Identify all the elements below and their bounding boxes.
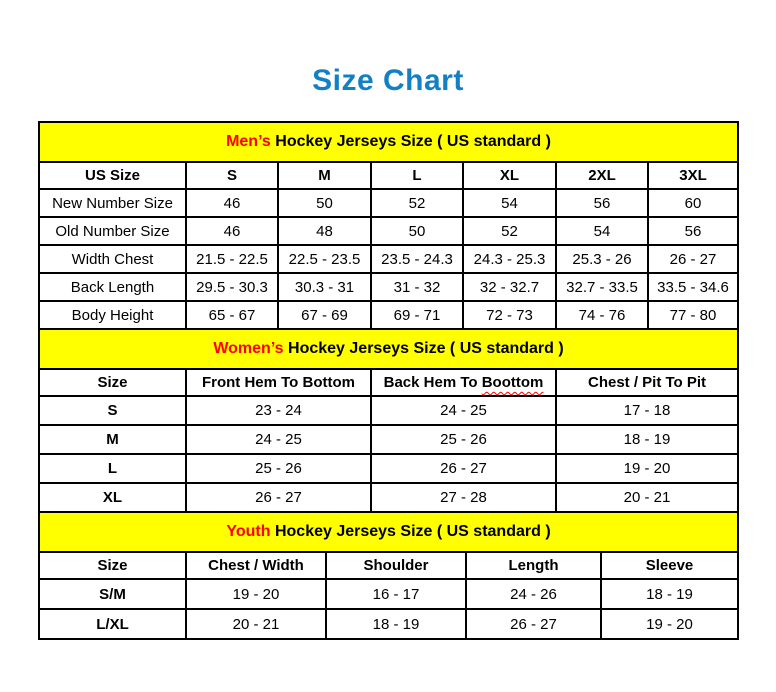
womens-header-row (39, 369, 738, 396)
youth-table-banner-row (39, 512, 738, 552)
cell: 32 - 32.7 (463, 273, 556, 301)
cell: 69 - 71 (371, 301, 463, 329)
table-row (39, 217, 738, 245)
womens-banner-highlight: Women’s (213, 340, 284, 357)
mens-header-row (39, 162, 738, 189)
table-row (39, 301, 738, 329)
cell: 23 - 24 (186, 396, 371, 425)
row-label: New Number Size (39, 189, 186, 217)
mens-banner-highlight: Men’s (226, 133, 271, 150)
column-header: Length (466, 552, 601, 579)
column-header: Size (39, 369, 186, 396)
mens-table-banner (39, 122, 738, 162)
cell: 56 (648, 217, 738, 245)
youth-banner-highlight: Youth (226, 523, 271, 540)
table-row (39, 483, 738, 512)
column-header: Shoulder (326, 552, 466, 579)
womens-table-banner (39, 329, 738, 369)
row-label: S/M (39, 579, 186, 609)
cell: 18 - 19 (326, 609, 466, 639)
cell: 50 (371, 217, 463, 245)
row-label: XL (39, 483, 186, 512)
table-row (39, 189, 738, 217)
table-row (39, 245, 738, 273)
youth-header-row (39, 552, 738, 579)
youth-banner-text: Hockey Jerseys Size ( US standard ) (270, 523, 551, 540)
cell: 30.3 - 31 (278, 273, 371, 301)
column-header: XL (463, 162, 556, 189)
column-header: Chest / Pit To Pit (556, 369, 738, 396)
womens-table-banner-row (39, 329, 738, 369)
column-header: M (278, 162, 371, 189)
column-header: Chest / Width (186, 552, 326, 579)
cell: 25.3 - 26 (556, 245, 648, 273)
cell: 26 - 27 (466, 609, 601, 639)
table-row (39, 425, 738, 454)
column-header: Front Hem To Bottom (186, 369, 371, 396)
cell: 24.3 - 25.3 (463, 245, 556, 273)
table-row (39, 396, 738, 425)
row-label: Width Chest (39, 245, 186, 273)
womens-size-table (38, 328, 739, 513)
cell: 24 - 26 (466, 579, 601, 609)
cell: 24 - 25 (371, 396, 556, 425)
column-header: L (371, 162, 463, 189)
cell: 52 (371, 189, 463, 217)
table-row (39, 609, 738, 639)
column-header-text: Back Hem To (383, 374, 482, 391)
cell: 31 - 32 (371, 273, 463, 301)
cell: 65 - 67 (186, 301, 278, 329)
row-label: Old Number Size (39, 217, 186, 245)
cell: 26 - 27 (648, 245, 738, 273)
cell: 74 - 76 (556, 301, 648, 329)
cell: 19 - 20 (601, 609, 738, 639)
cell: 60 (648, 189, 738, 217)
cell: 24 - 25 (186, 425, 371, 454)
cell: 16 - 17 (326, 579, 466, 609)
column-header: US Size (39, 162, 186, 189)
cell: 50 (278, 189, 371, 217)
mens-size-table (38, 121, 739, 330)
cell: 17 - 18 (556, 396, 738, 425)
column-header: 3XL (648, 162, 738, 189)
column-header (371, 369, 556, 396)
cell: 20 - 21 (186, 609, 326, 639)
cell: 54 (463, 189, 556, 217)
cell: 19 - 20 (186, 579, 326, 609)
row-label: M (39, 425, 186, 454)
cell: 18 - 19 (556, 425, 738, 454)
cell: 46 (186, 189, 278, 217)
cell: 23.5 - 24.3 (371, 245, 463, 273)
column-header: Size (39, 552, 186, 579)
table-row (39, 273, 738, 301)
mens-table-banner-row (39, 122, 738, 162)
cell: 32.7 - 33.5 (556, 273, 648, 301)
cell: 19 - 20 (556, 454, 738, 483)
column-header: Sleeve (601, 552, 738, 579)
cell: 27 - 28 (371, 483, 556, 512)
cell: 25 - 26 (186, 454, 371, 483)
cell: 25 - 26 (371, 425, 556, 454)
cell: 33.5 - 34.6 (648, 273, 738, 301)
row-label: Body Height (39, 301, 186, 329)
row-label: Back Length (39, 273, 186, 301)
mens-banner-text: Hockey Jerseys Size ( US standard ) (270, 133, 551, 150)
womens-banner-text: Hockey Jerseys Size ( US standard ) (283, 340, 564, 357)
column-header: S (186, 162, 278, 189)
cell: 18 - 19 (601, 579, 738, 609)
cell: 77 - 80 (648, 301, 738, 329)
cell: 21.5 - 22.5 (186, 245, 278, 273)
row-label: L/XL (39, 609, 186, 639)
cell: 48 (278, 217, 371, 245)
row-label: S (39, 396, 186, 425)
misspelled-word: Boottom (481, 374, 544, 391)
cell: 46 (186, 217, 278, 245)
cell: 29.5 - 30.3 (186, 273, 278, 301)
cell: 20 - 21 (556, 483, 738, 512)
table-row (39, 579, 738, 609)
cell: 22.5 - 23.5 (278, 245, 371, 273)
cell: 54 (556, 217, 648, 245)
cell: 26 - 27 (371, 454, 556, 483)
cell: 72 - 73 (463, 301, 556, 329)
youth-table-banner (39, 512, 738, 552)
cell: 56 (556, 189, 648, 217)
cell: 67 - 69 (278, 301, 371, 329)
page-title: Size Chart (312, 64, 464, 97)
cell: 26 - 27 (186, 483, 371, 512)
table-row (39, 454, 738, 483)
column-header: 2XL (556, 162, 648, 189)
size-chart-container (38, 121, 737, 640)
youth-size-table (38, 511, 739, 640)
cell: 52 (463, 217, 556, 245)
row-label: L (39, 454, 186, 483)
